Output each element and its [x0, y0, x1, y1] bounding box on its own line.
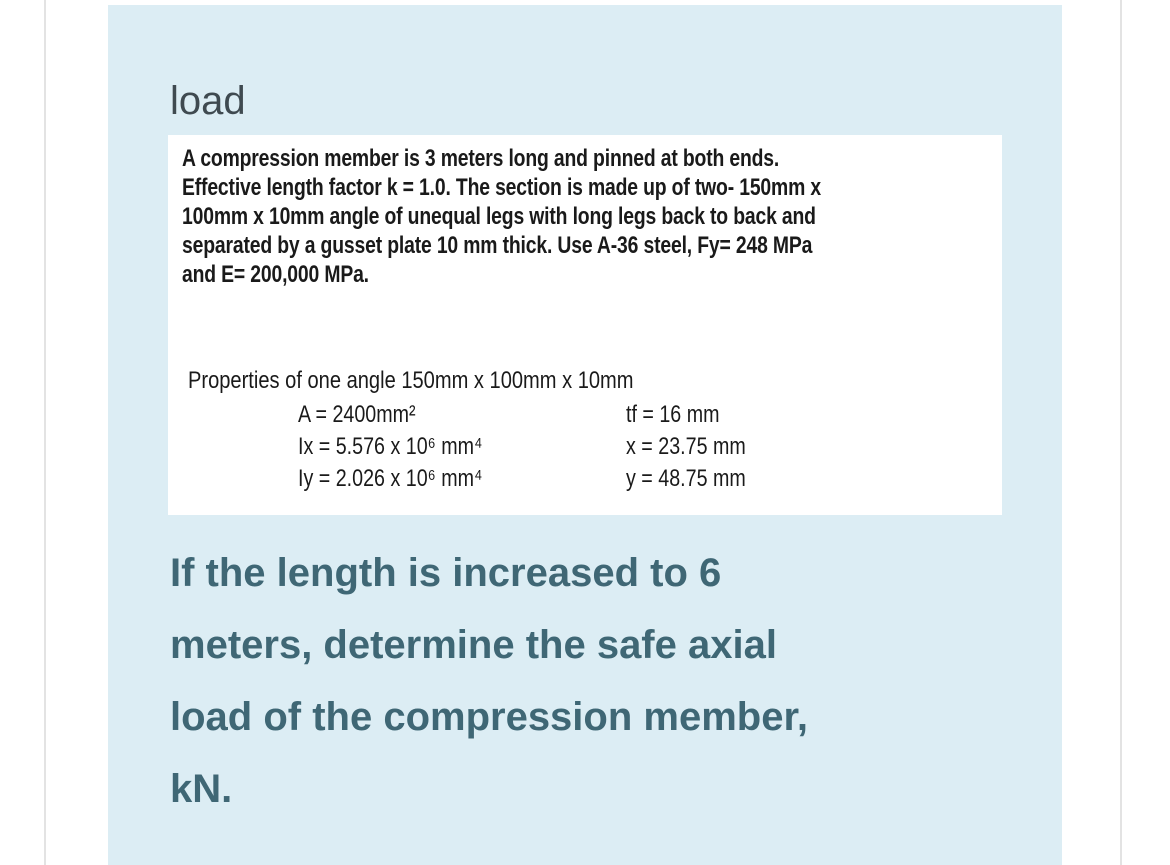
page-left-border — [44, 0, 46, 865]
question-text — [170, 537, 990, 825]
question-line: If the length is increased to 6 — [170, 551, 722, 595]
question-line: meters, determine the safe axial — [170, 623, 777, 667]
prop-iy: Iy = 2.026 x 10⁶ mm⁴ — [298, 465, 483, 492]
prop-x: x = 23.75 mm — [626, 433, 746, 460]
problem-image — [168, 135, 1002, 515]
question-card — [108, 5, 1062, 865]
problem-statement — [182, 144, 996, 289]
page-right-border — [1120, 0, 1122, 865]
prop-ix: Ix = 5.576 x 10⁶ mm⁴ — [298, 433, 483, 460]
problem-line: 100mm x 10mm angle of unequal legs with long legs back to back and — [182, 203, 816, 230]
prop-tf: tf = 16 mm — [626, 401, 720, 428]
problem-line: and E= 200,000 MPa. — [182, 261, 369, 288]
problem-line: separated by a gusset plate 10 mm thick. Use A-36 steel, Fy= 248 MPa — [182, 232, 813, 259]
problem-line: Effective length factor k = 1.0. The section is made up of two- 150mm x — [182, 174, 821, 201]
problem-line: A compression member is 3 meters long and pinned at both ends. — [182, 145, 780, 172]
question-line: kN. — [170, 767, 233, 811]
prop-y: y = 48.75 mm — [626, 465, 746, 492]
properties-title: Properties of one angle 150mm x 100mm x 10mm — [188, 367, 634, 394]
prop-area: A = 2400mm² — [298, 401, 416, 428]
question-heading: load — [170, 79, 246, 123]
question-line: load of the compression member, — [170, 695, 808, 739]
